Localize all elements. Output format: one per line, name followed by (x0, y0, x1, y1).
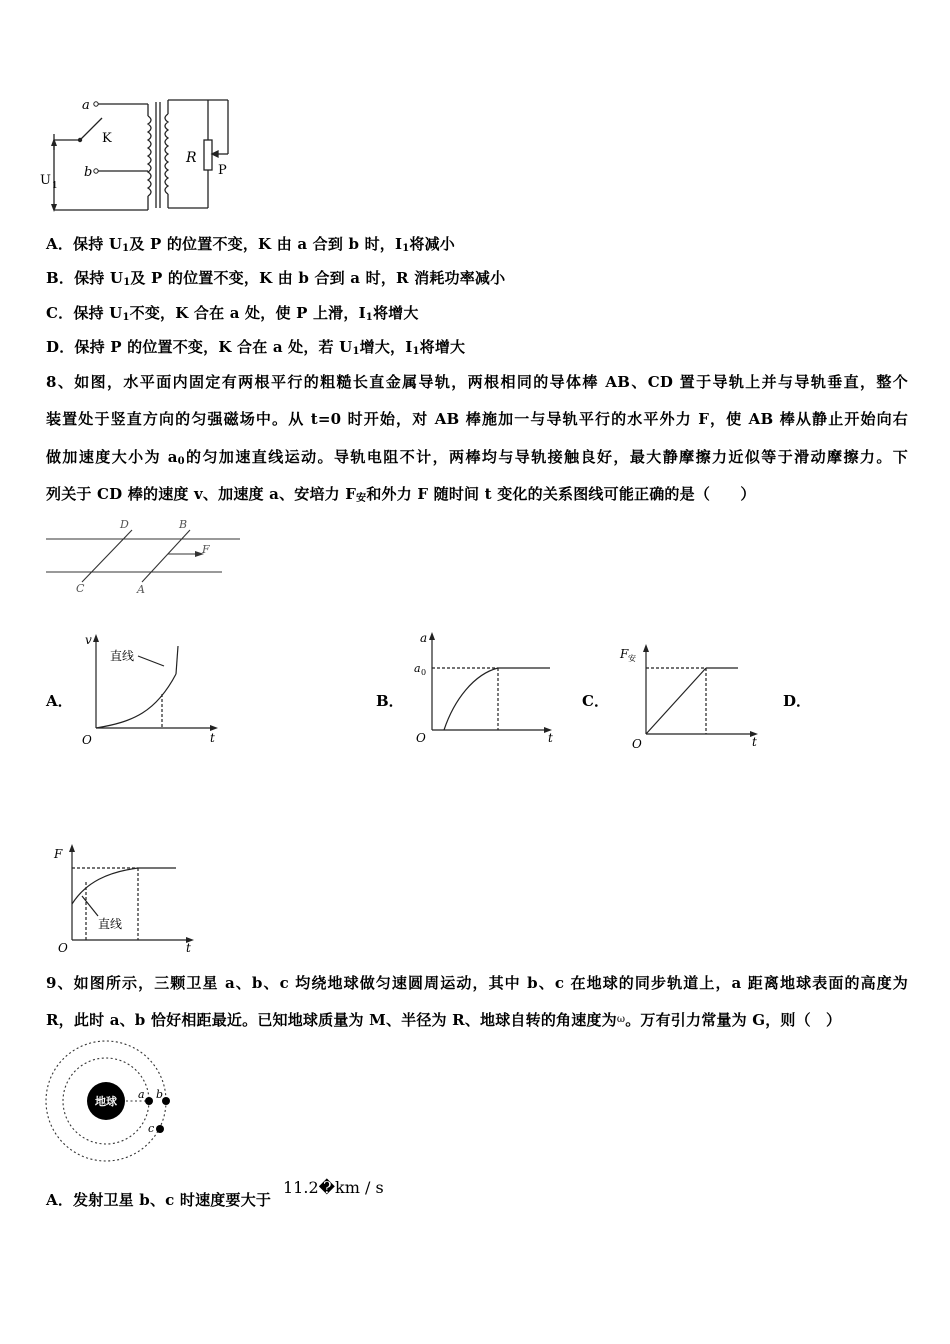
satellite-c-dot (156, 1125, 164, 1133)
graph-B-x-label: t (548, 731, 553, 745)
satellite-b-label: b (156, 1088, 164, 1101)
rail-label-C: C (76, 582, 85, 595)
q7-a-mid: 及 P 的位置不变，K 由 a 合到 b 时，I (129, 235, 403, 253)
q7-d-pre: D．保持 P 的位置不变，K 合在 a 处，若 U (46, 338, 353, 356)
graph-A-note: 直线 (110, 649, 135, 663)
q7-c-post: 将增大 (372, 304, 419, 322)
graph-C-y-sub: 安 (628, 654, 636, 663)
graph-B-level: a (414, 662, 421, 675)
q7-c-sub2: 1 (365, 312, 373, 323)
graph-B-a-t (410, 630, 560, 745)
q8-stem-line-4 (46, 484, 756, 509)
graph-A-y-label: v (85, 633, 92, 647)
q7-option-C[interactable] (46, 303, 419, 328)
q9-line2-post: 。万有引力常量为 G，则（ ） (625, 1011, 842, 1029)
terminal-a-label: a (82, 98, 90, 113)
q8-option-B-label[interactable]: B． (376, 692, 404, 710)
q8-line4-pre: 列关于 CD 棒的速度 v、加速度 a、安培力 F (46, 485, 357, 503)
satellite-c-label: c (148, 1122, 155, 1135)
rail-label-B: B (179, 518, 188, 531)
graph-C-Fan-t (618, 642, 768, 754)
resistor-R-label: R (186, 150, 197, 166)
q7-option-B[interactable] (46, 268, 505, 293)
terminal-b-label: b (84, 165, 93, 180)
satellite-b-dot (162, 1097, 170, 1105)
q7-b-sub1: 1 (123, 277, 131, 288)
q9-line2-pre: R，此时 a、b 恰好相距最近。已知地球质量为 M、半径为 R、地球自转的角速度为 (46, 1011, 617, 1029)
switch-K-label: K (102, 131, 112, 146)
q8-option-A-label[interactable]: A． (46, 692, 73, 710)
q7-a-sub1: 1 (122, 243, 130, 254)
graph-B-level-sub: 0 (421, 668, 427, 677)
q8-line4-sub: 安 (356, 493, 367, 504)
q9-option-A-text: A．发射卫星 b、c 时速度要大于 (46, 1191, 272, 1209)
q9-option-A[interactable] (46, 1190, 271, 1210)
q7-a-pre: A．保持 U (46, 235, 123, 253)
q8-line3-pre: 做加速度大小为 a (46, 448, 178, 466)
satellite-a-dot (145, 1097, 153, 1105)
q9-stem-line-1: 9、如图所示，三颗卫星 a、b、c 均绕地球做匀速圆周运动，其中 b、c 在地球的同步轨道上，a 距离地球表面的高度为 (46, 974, 908, 992)
q7-a-post: 将减小 (409, 235, 456, 253)
graph-C-y-label: F (620, 647, 629, 661)
rails-figure (44, 516, 249, 600)
q7-b-pre: B．保持 U (46, 269, 124, 287)
rail-label-A: A (137, 583, 145, 596)
graph-D-x-label: t (186, 941, 191, 954)
transformer-circuit-figure (40, 92, 250, 217)
graph-B-origin: O (416, 731, 426, 745)
graph-A-x-label: t (210, 731, 215, 745)
q8-option-D-label[interactable]: D． (783, 692, 812, 710)
omega-symbol: ω (616, 1014, 626, 1025)
q7-b-post: 及 P 的位置不变，K 由 b 合到 a 时，R 消耗功率减小 (130, 269, 506, 287)
q7-c-sub1: 1 (122, 312, 130, 323)
graph-C-x-label: t (752, 735, 757, 749)
q7-option-D[interactable] (46, 337, 465, 362)
satellite-orbit-figure (42, 1038, 177, 1168)
q8-stem-line-2: 装置处于竖直方向的匀强磁场中。从 t=0 时开始，对 AB 棒施加一与导轨平行的水平外力 F，使 AB 棒从静止开始向右 (46, 410, 908, 428)
q7-d-post: 将增大 (419, 338, 466, 356)
q8-line3-post: 的匀加速直线运动。导轨电阻不计，两棒均与导轨接触良好，最大静摩擦力近似等于滑动摩擦力。下 (184, 448, 908, 466)
q7-option-A[interactable] (46, 234, 455, 259)
q7-a-sub2: 1 (402, 243, 410, 254)
q9-option-A-value: 11.2�km / s (283, 1178, 384, 1197)
graph-C-origin: O (632, 737, 642, 751)
q9-stem-line-2 (46, 1010, 841, 1030)
q8-stem-line-1: 8、如图，水平面内固定有两根平行的粗糙长直金属导轨，两根相同的导体棒 AB、CD 置于导轨上并与导轨垂直，整个 (46, 373, 908, 391)
graph-D-y-label: F (54, 847, 63, 861)
graph-D-note: 直线 (98, 917, 123, 931)
q8-option-C-label[interactable]: C． (582, 692, 609, 710)
q7-d-mid: 增大，I (359, 338, 413, 356)
rail-label-D: D (120, 518, 129, 531)
graph-D-F-t (52, 842, 202, 954)
q7-c-mid: 不变，K 合在 a 处，使 P 上滑，I (129, 304, 366, 322)
q7-d-sub2: 1 (412, 346, 420, 357)
voltage-U-label: U (40, 173, 51, 188)
voltage-U-sub: 1 (52, 181, 58, 191)
earth-label: 地球 (95, 1095, 117, 1108)
q7-d-sub1: 1 (352, 346, 360, 357)
q8-line3-sub: 0 (177, 456, 185, 467)
q8-line4-post: 和外力 F 随时间 t 变化的关系图线可能正确的是（ ） (366, 485, 756, 503)
satellite-a-label: a (138, 1088, 145, 1101)
graph-B-y-label: a (420, 631, 428, 645)
q8-stem-line-3 (46, 447, 908, 472)
slider-P-label: P (218, 163, 227, 178)
rail-label-F: F (202, 543, 210, 556)
graph-A-origin: O (82, 733, 92, 747)
q7-c-pre: C．保持 U (46, 304, 123, 322)
graph-D-origin: O (58, 941, 68, 954)
graph-A-v-t (78, 632, 223, 747)
